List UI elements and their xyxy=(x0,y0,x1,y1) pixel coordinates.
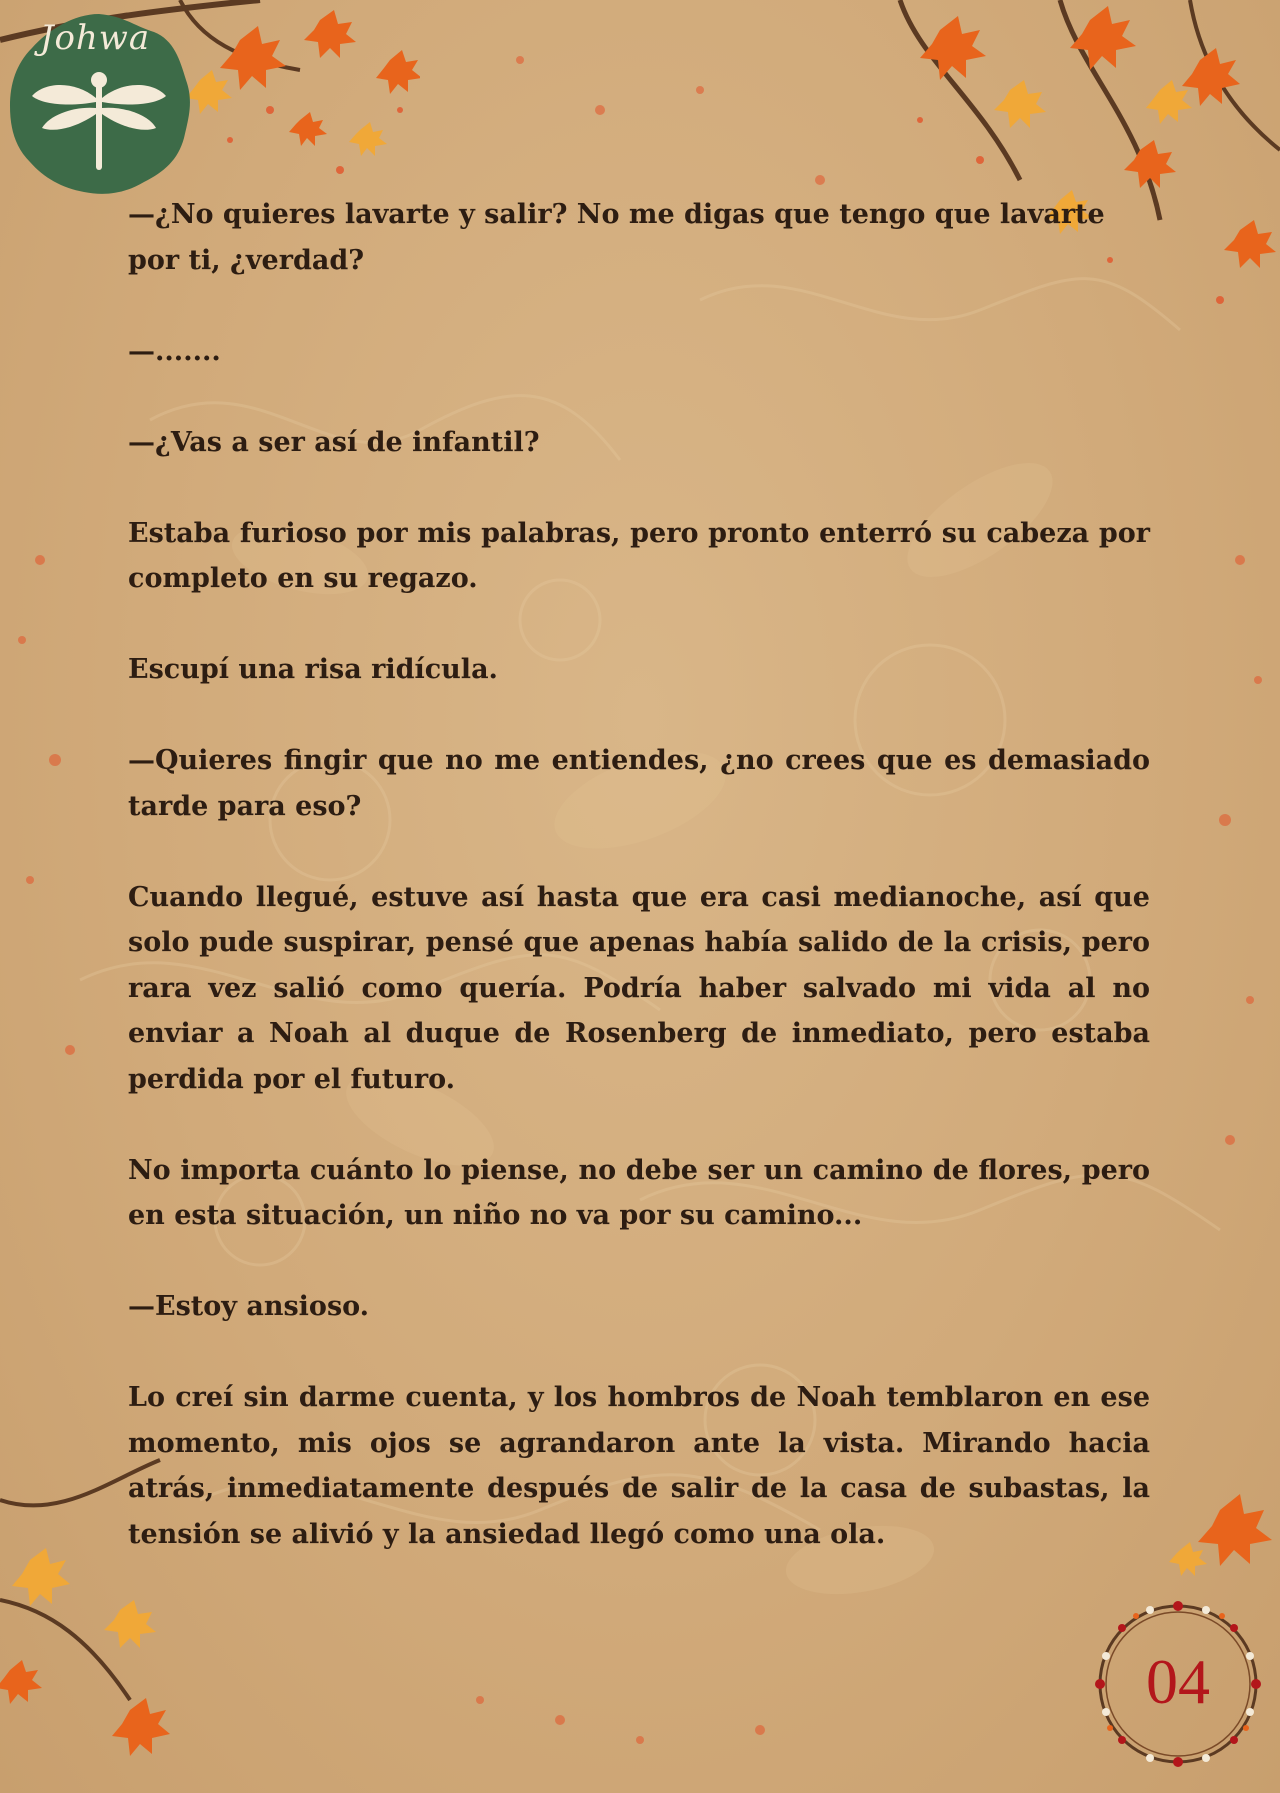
page-number: 04 xyxy=(1146,1646,1210,1717)
logo-text: Johwa xyxy=(39,18,151,58)
paragraph: —¿No quieres lavarte y salir? No me digas que tengo que lavarte por ti, ¿verdad? xyxy=(128,199,1105,276)
paragraph: Cuando llegué, estuve así hasta que era casi medianoche, así que solo pude suspirar, pensé que apenas había salido de la crisis, pero rara vez salió como quería. Podría haber salvado mi vida al no enviar a Noah al duque de Rosenberg de inmediato, pero estaba perdida por el futuro. xyxy=(128,881,1150,1095)
story-text xyxy=(128,192,1150,1603)
paragraph: Lo creí sin darme cuenta, y los hombros de Noah temblaron en ese momento, mis ojos se agrandaron ante la vista. Mirando hacia atrás, inmediatamente después de salir de la casa de subastas, la tensión se alivió y la ansiedad llegó como una ola. xyxy=(128,1382,1150,1550)
paragraph: —....... xyxy=(128,335,221,367)
paragraph: Estaba furioso por mis palabras, pero pronto enterró su cabeza por completo en su regazo. xyxy=(128,517,1150,594)
paragraph: —Quieres fingir que no me entiendes, ¿no crees que es demasiado tarde para eso? xyxy=(128,745,1150,822)
paragraph: —¿Vas a ser así de infantil? xyxy=(128,426,540,458)
paragraph: —Estoy ansioso. xyxy=(128,1291,370,1322)
paragraph: Escupí una risa ridícula. xyxy=(128,654,498,685)
paragraph: No importa cuánto lo piense, no debe ser un camino de flores, pero en esta situación, un niño no va por su camino... xyxy=(128,1154,1150,1231)
